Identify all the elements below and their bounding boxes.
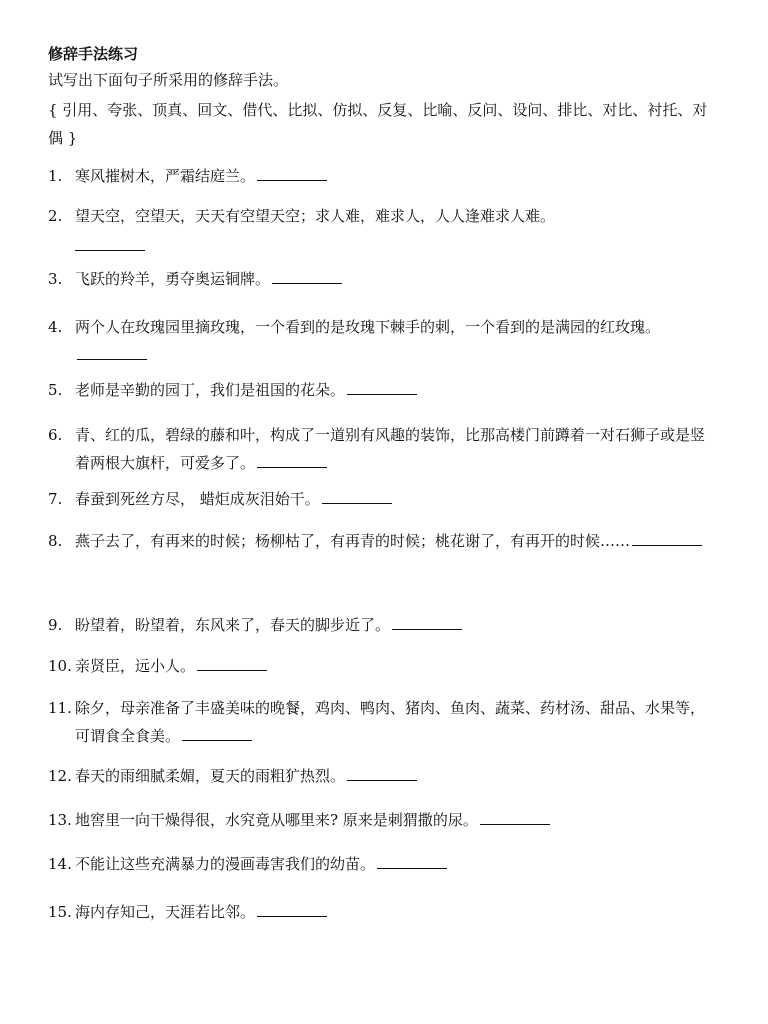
question-number: 2. [48,207,63,225]
question-number: 1. [48,167,63,185]
answer-blank[interactable] [75,234,145,251]
question-number: 5. [48,381,63,399]
question-text: 寒风摧树木，严霜结庭兰。 [75,167,256,185]
question-text: 望天空，空望天，天天有空望天空；求人难，难求人，人人逢难求人难。 [75,207,556,225]
question-text: 老师是辛勤的园丁，我们是祖国的花朵。 [75,381,346,399]
question-text: 亲贤臣，远小人。 [75,657,196,675]
answer-blank[interactable] [392,613,462,630]
answer-blank[interactable] [347,378,417,395]
question-number: 8. [48,532,63,550]
question-number: 7. [48,490,63,508]
question-number: 10. [48,657,72,675]
answer-blank[interactable] [322,487,392,504]
question-number: 12. [48,767,72,785]
answer-blank[interactable] [197,654,267,671]
question-number: 15. [48,903,72,921]
question-number: 14. [48,855,72,873]
question-text: 春天的雨细腻柔媚，夏天的雨粗犷热烈。 [75,767,346,785]
question-text: 除夕，母亲准备了丰盛美味的晚餐，鸡肉、鸭肉、猪肉、鱼肉、蔬菜、药材汤、甜品、水果等，可谓食全食美。 [75,699,706,745]
answer-blank[interactable] [257,900,327,917]
answer-blank[interactable] [272,267,342,284]
answer-blank[interactable] [347,764,417,781]
question-number: 4. [48,318,63,336]
answer-blank[interactable] [377,852,447,869]
question-text: 春蚕到死丝方尽， 蜡炬成灰泪始干。 [75,490,320,508]
answer-blank[interactable] [77,343,147,360]
question-text: 青、红的瓜，碧绿的藤和叶，构成了一道别有风趣的装饰，比那高楼门前蹲着一对石狮子或是竖着两根大旗杆，可爱多了。 [75,426,706,472]
question-text: 海内存知己，天涯若比邻。 [75,903,256,921]
options-list: { 引用、夸张、顶真、回文、借代、比拟、仿拟、反复、比喻、反问、设问、排比、对比、衬托、对偶 } [48,101,708,147]
answer-blank[interactable] [480,808,550,825]
question-number: 13. [48,811,72,829]
question-number: 11. [48,699,72,717]
question-text: 不能让这些充满暴力的漫画毒害我们的幼苗。 [75,855,376,873]
worksheet-title: 修辞手法练习 [48,45,139,63]
answer-blank[interactable] [257,164,327,181]
question-text: 飞跃的羚羊，勇夺奥运铜牌。 [75,270,271,288]
question-text: 燕子去了，有再来的时候；杨柳枯了，有再青的时候；桃花谢了，有再开的时候…… [75,532,631,550]
answer-blank[interactable] [257,451,327,468]
question-text: 盼望着，盼望着，东风来了，春天的脚步近了。 [75,616,391,634]
answer-blank[interactable] [632,529,702,546]
question-text: 地窖里一向干燥得很，水究竟从哪里来? 原来是刺猬撒的尿。 [75,811,478,829]
question-number: 3. [48,270,63,288]
question-text: 两个人在玫瑰园里摘玫瑰，一个看到的是玫瑰下棘手的刺，一个看到的是满园的红玫瑰。 [75,318,661,336]
instruction-text: 试写出下面句子所采用的修辞手法。 [48,71,289,89]
answer-blank[interactable] [182,724,252,741]
question-number: 9. [48,616,63,634]
question-number: 6. [48,426,63,444]
